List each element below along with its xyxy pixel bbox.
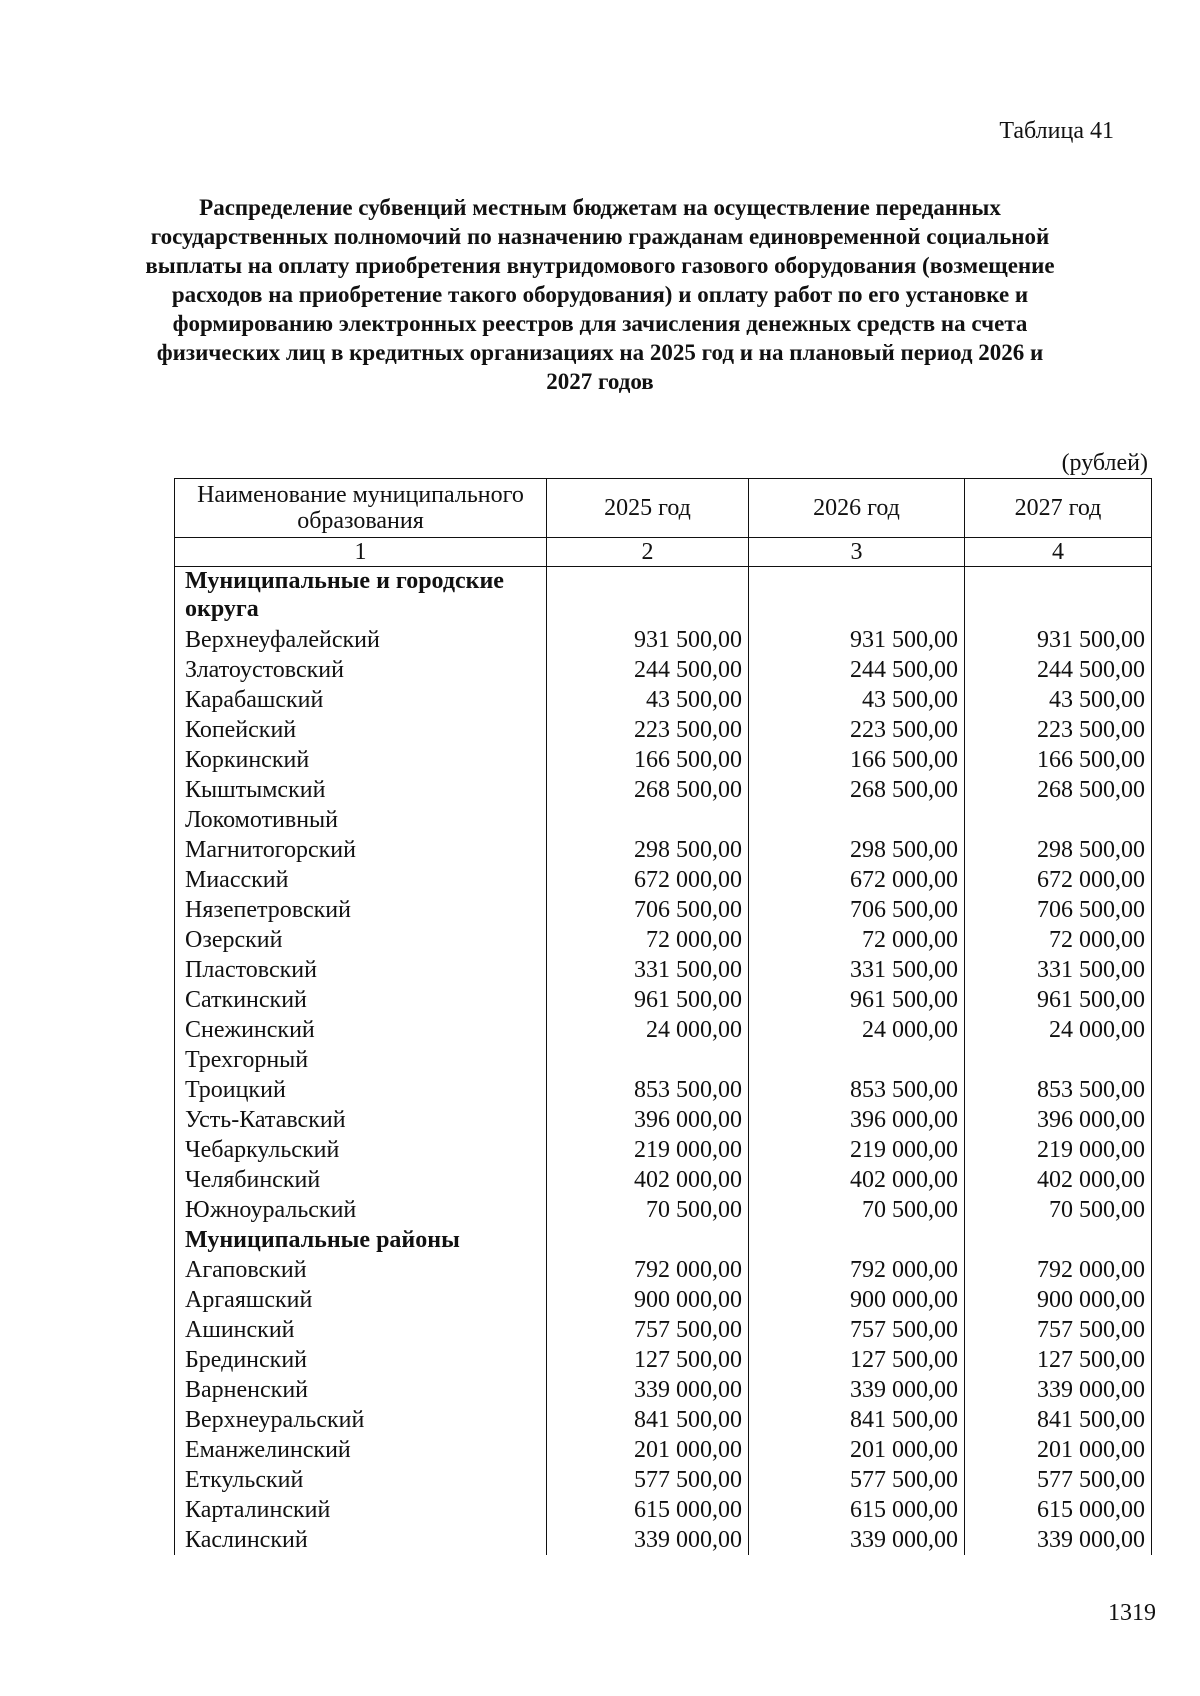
municipality-name: Верхнеуральский [175, 1405, 547, 1435]
table-row [175, 985, 1152, 1015]
table-row [175, 835, 1152, 865]
group-title: Муниципальные районы [175, 1225, 547, 1255]
column-number: 2 [547, 538, 749, 567]
value-2025: 402 000,00 [547, 1165, 749, 1195]
empty-cell [749, 567, 965, 626]
value-2025: 339 000,00 [547, 1525, 749, 1555]
value-2027: 841 500,00 [965, 1405, 1152, 1435]
table-row [175, 895, 1152, 925]
value-2027: 268 500,00 [965, 775, 1152, 805]
table-row [175, 1285, 1152, 1315]
table-row [175, 745, 1152, 775]
document-title: Распределение субвенций местным бюджетам на осуществление переданных государственных полномочий по назначению гражданам единовременной социальной выплаты на оплату приобретения внутридомового газового оборудования (возмещение расходов на приобретение такого оборудования) и оплату работ по его установке и формированию электронных реестров для зачисления денежных средств на счета физических лиц в кредитных организациях на 2025 год и на плановый период 2026 и 2027 годов [145, 195, 1055, 394]
table-row [175, 1135, 1152, 1165]
header-2027: 2027 год [965, 479, 1152, 538]
value-2025: 841 500,00 [547, 1405, 749, 1435]
value-2025: 43 500,00 [547, 685, 749, 715]
municipality-name: Ашинский [175, 1315, 547, 1345]
municipality-name: Карталинский [175, 1495, 547, 1525]
table-row [175, 1195, 1152, 1225]
table-row [175, 1255, 1152, 1285]
value-2025: 931 500,00 [547, 625, 749, 655]
value-2025: 706 500,00 [547, 895, 749, 925]
municipality-name: Златоустовский [175, 655, 547, 685]
value-2026: 706 500,00 [749, 895, 965, 925]
value-2025: 339 000,00 [547, 1375, 749, 1405]
value-2026: 43 500,00 [749, 685, 965, 715]
table-row [175, 685, 1152, 715]
value-2027: 339 000,00 [965, 1525, 1152, 1555]
value-2025: 201 000,00 [547, 1435, 749, 1465]
column-number: 4 [965, 538, 1152, 567]
column-number: 3 [749, 538, 965, 567]
value-2025: 900 000,00 [547, 1285, 749, 1315]
empty-cell [547, 1225, 749, 1255]
value-2025: 298 500,00 [547, 835, 749, 865]
value-2027: 961 500,00 [965, 985, 1152, 1015]
municipality-name: Брединский [175, 1345, 547, 1375]
value-2027: 672 000,00 [965, 865, 1152, 895]
value-2026: 24 000,00 [749, 1015, 965, 1045]
empty-cell [749, 1225, 965, 1255]
value-2026: 223 500,00 [749, 715, 965, 745]
value-2026: 853 500,00 [749, 1075, 965, 1105]
municipality-name: Трехгорный [175, 1045, 547, 1075]
value-2025: 219 000,00 [547, 1135, 749, 1165]
municipality-name: Южноуральский [175, 1195, 547, 1225]
value-2025 [547, 805, 749, 835]
value-2025: 615 000,00 [547, 1495, 749, 1525]
value-2025: 70 500,00 [547, 1195, 749, 1225]
value-2025: 577 500,00 [547, 1465, 749, 1495]
table-body [175, 567, 1152, 1556]
empty-cell [547, 567, 749, 626]
municipality-name: Еткульский [175, 1465, 547, 1495]
value-2027: 339 000,00 [965, 1375, 1152, 1405]
value-2025: 244 500,00 [547, 655, 749, 685]
value-2025: 853 500,00 [547, 1075, 749, 1105]
municipality-name: Каслинский [175, 1525, 547, 1555]
value-2027: 396 000,00 [965, 1105, 1152, 1135]
column-number: 1 [175, 538, 547, 567]
municipality-name: Локомотивный [175, 805, 547, 835]
value-2026: 268 500,00 [749, 775, 965, 805]
value-2025: 672 000,00 [547, 865, 749, 895]
table-row [175, 1345, 1152, 1375]
value-2027: 402 000,00 [965, 1165, 1152, 1195]
table-row [175, 1405, 1152, 1435]
table-label: Таблица 41 [999, 118, 1114, 144]
municipality-name: Магнитогорский [175, 835, 547, 865]
value-2027: 931 500,00 [965, 625, 1152, 655]
value-2027 [965, 805, 1152, 835]
header-row [175, 479, 1152, 538]
municipality-name: Коркинский [175, 745, 547, 775]
value-2027: 900 000,00 [965, 1285, 1152, 1315]
value-2026: 757 500,00 [749, 1315, 965, 1345]
municipality-name: Нязепетровский [175, 895, 547, 925]
table-row [175, 775, 1152, 805]
value-2025: 961 500,00 [547, 985, 749, 1015]
municipality-name: Кыштымский [175, 775, 547, 805]
value-2026: 219 000,00 [749, 1135, 965, 1165]
value-2027: 201 000,00 [965, 1435, 1152, 1465]
value-2026: 841 500,00 [749, 1405, 965, 1435]
table-row [175, 1525, 1152, 1555]
value-2026: 127 500,00 [749, 1345, 965, 1375]
table-row [175, 715, 1152, 745]
value-2026 [749, 1045, 965, 1075]
header-2025: 2025 год [547, 479, 749, 538]
municipality-name: Еманжелинский [175, 1435, 547, 1465]
municipality-name: Карабашский [175, 685, 547, 715]
value-2025: 396 000,00 [547, 1105, 749, 1135]
value-2026: 931 500,00 [749, 625, 965, 655]
value-2027: 792 000,00 [965, 1255, 1152, 1285]
table-row [175, 865, 1152, 895]
value-2027: 244 500,00 [965, 655, 1152, 685]
table-row [175, 1105, 1152, 1135]
value-2026: 166 500,00 [749, 745, 965, 775]
header-name: Наименование муниципального образования [175, 479, 547, 538]
column-number-row [175, 538, 1152, 567]
municipality-name: Копейский [175, 715, 547, 745]
municipality-name: Снежинский [175, 1015, 547, 1045]
empty-cell [965, 567, 1152, 626]
value-2026: 961 500,00 [749, 985, 965, 1015]
value-2026: 72 000,00 [749, 925, 965, 955]
value-2026: 577 500,00 [749, 1465, 965, 1495]
table-row [175, 655, 1152, 685]
value-2027: 24 000,00 [965, 1015, 1152, 1045]
value-2025: 792 000,00 [547, 1255, 749, 1285]
value-2027: 615 000,00 [965, 1495, 1152, 1525]
table-row [175, 805, 1152, 835]
value-2026: 396 000,00 [749, 1105, 965, 1135]
municipality-name: Усть-Катавский [175, 1105, 547, 1135]
value-2026: 792 000,00 [749, 1255, 965, 1285]
table-row [175, 1015, 1152, 1045]
municipality-name: Троицкий [175, 1075, 547, 1105]
municipality-name: Миасский [175, 865, 547, 895]
value-2026: 615 000,00 [749, 1495, 965, 1525]
municipality-name: Агаповский [175, 1255, 547, 1285]
municipality-name: Озерский [175, 925, 547, 955]
value-2026: 244 500,00 [749, 655, 965, 685]
subvention-table [174, 478, 1152, 1555]
value-2027: 331 500,00 [965, 955, 1152, 985]
value-2027: 127 500,00 [965, 1345, 1152, 1375]
value-2025: 127 500,00 [547, 1345, 749, 1375]
group-header-row [175, 567, 1152, 626]
municipality-name: Варненский [175, 1375, 547, 1405]
value-2026: 672 000,00 [749, 865, 965, 895]
table-row [175, 1465, 1152, 1495]
municipality-name: Аргаяшский [175, 1285, 547, 1315]
group-title: Муниципальные и городские округа [175, 567, 547, 626]
municipality-name: Чебаркульский [175, 1135, 547, 1165]
table-row [175, 1165, 1152, 1195]
table-row [175, 1315, 1152, 1345]
value-2025: 223 500,00 [547, 715, 749, 745]
page-number: 1319 [1108, 1600, 1156, 1626]
table-row [175, 925, 1152, 955]
municipality-name: Пластовский [175, 955, 547, 985]
value-2027: 219 000,00 [965, 1135, 1152, 1165]
value-2026: 900 000,00 [749, 1285, 965, 1315]
value-2026 [749, 805, 965, 835]
municipality-name: Верхнеуфалейский [175, 625, 547, 655]
table-row [175, 625, 1152, 655]
value-2026: 70 500,00 [749, 1195, 965, 1225]
value-2026: 339 000,00 [749, 1525, 965, 1555]
value-2026: 201 000,00 [749, 1435, 965, 1465]
value-2025: 72 000,00 [547, 925, 749, 955]
group-header-row [175, 1225, 1152, 1255]
value-2027: 706 500,00 [965, 895, 1152, 925]
municipality-name: Саткинский [175, 985, 547, 1015]
value-2027: 70 500,00 [965, 1195, 1152, 1225]
value-2027: 166 500,00 [965, 745, 1152, 775]
units-label: (рублей) [1061, 450, 1148, 476]
value-2025: 331 500,00 [547, 955, 749, 985]
value-2027: 757 500,00 [965, 1315, 1152, 1345]
value-2025: 757 500,00 [547, 1315, 749, 1345]
value-2026: 331 500,00 [749, 955, 965, 985]
value-2027 [965, 1045, 1152, 1075]
value-2025: 268 500,00 [547, 775, 749, 805]
value-2027: 43 500,00 [965, 685, 1152, 715]
value-2027: 72 000,00 [965, 925, 1152, 955]
table-row [175, 1435, 1152, 1465]
municipality-name: Челябинский [175, 1165, 547, 1195]
table-row [175, 1045, 1152, 1075]
table-row [175, 1075, 1152, 1105]
value-2027: 577 500,00 [965, 1465, 1152, 1495]
value-2027: 223 500,00 [965, 715, 1152, 745]
value-2025 [547, 1045, 749, 1075]
table-row [175, 1375, 1152, 1405]
value-2026: 402 000,00 [749, 1165, 965, 1195]
table-row [175, 1495, 1152, 1525]
value-2027: 298 500,00 [965, 835, 1152, 865]
value-2025: 166 500,00 [547, 745, 749, 775]
value-2027: 853 500,00 [965, 1075, 1152, 1105]
value-2025: 24 000,00 [547, 1015, 749, 1045]
table-row [175, 955, 1152, 985]
empty-cell [965, 1225, 1152, 1255]
header-2026: 2026 год [749, 479, 965, 538]
value-2026: 298 500,00 [749, 835, 965, 865]
value-2026: 339 000,00 [749, 1375, 965, 1405]
